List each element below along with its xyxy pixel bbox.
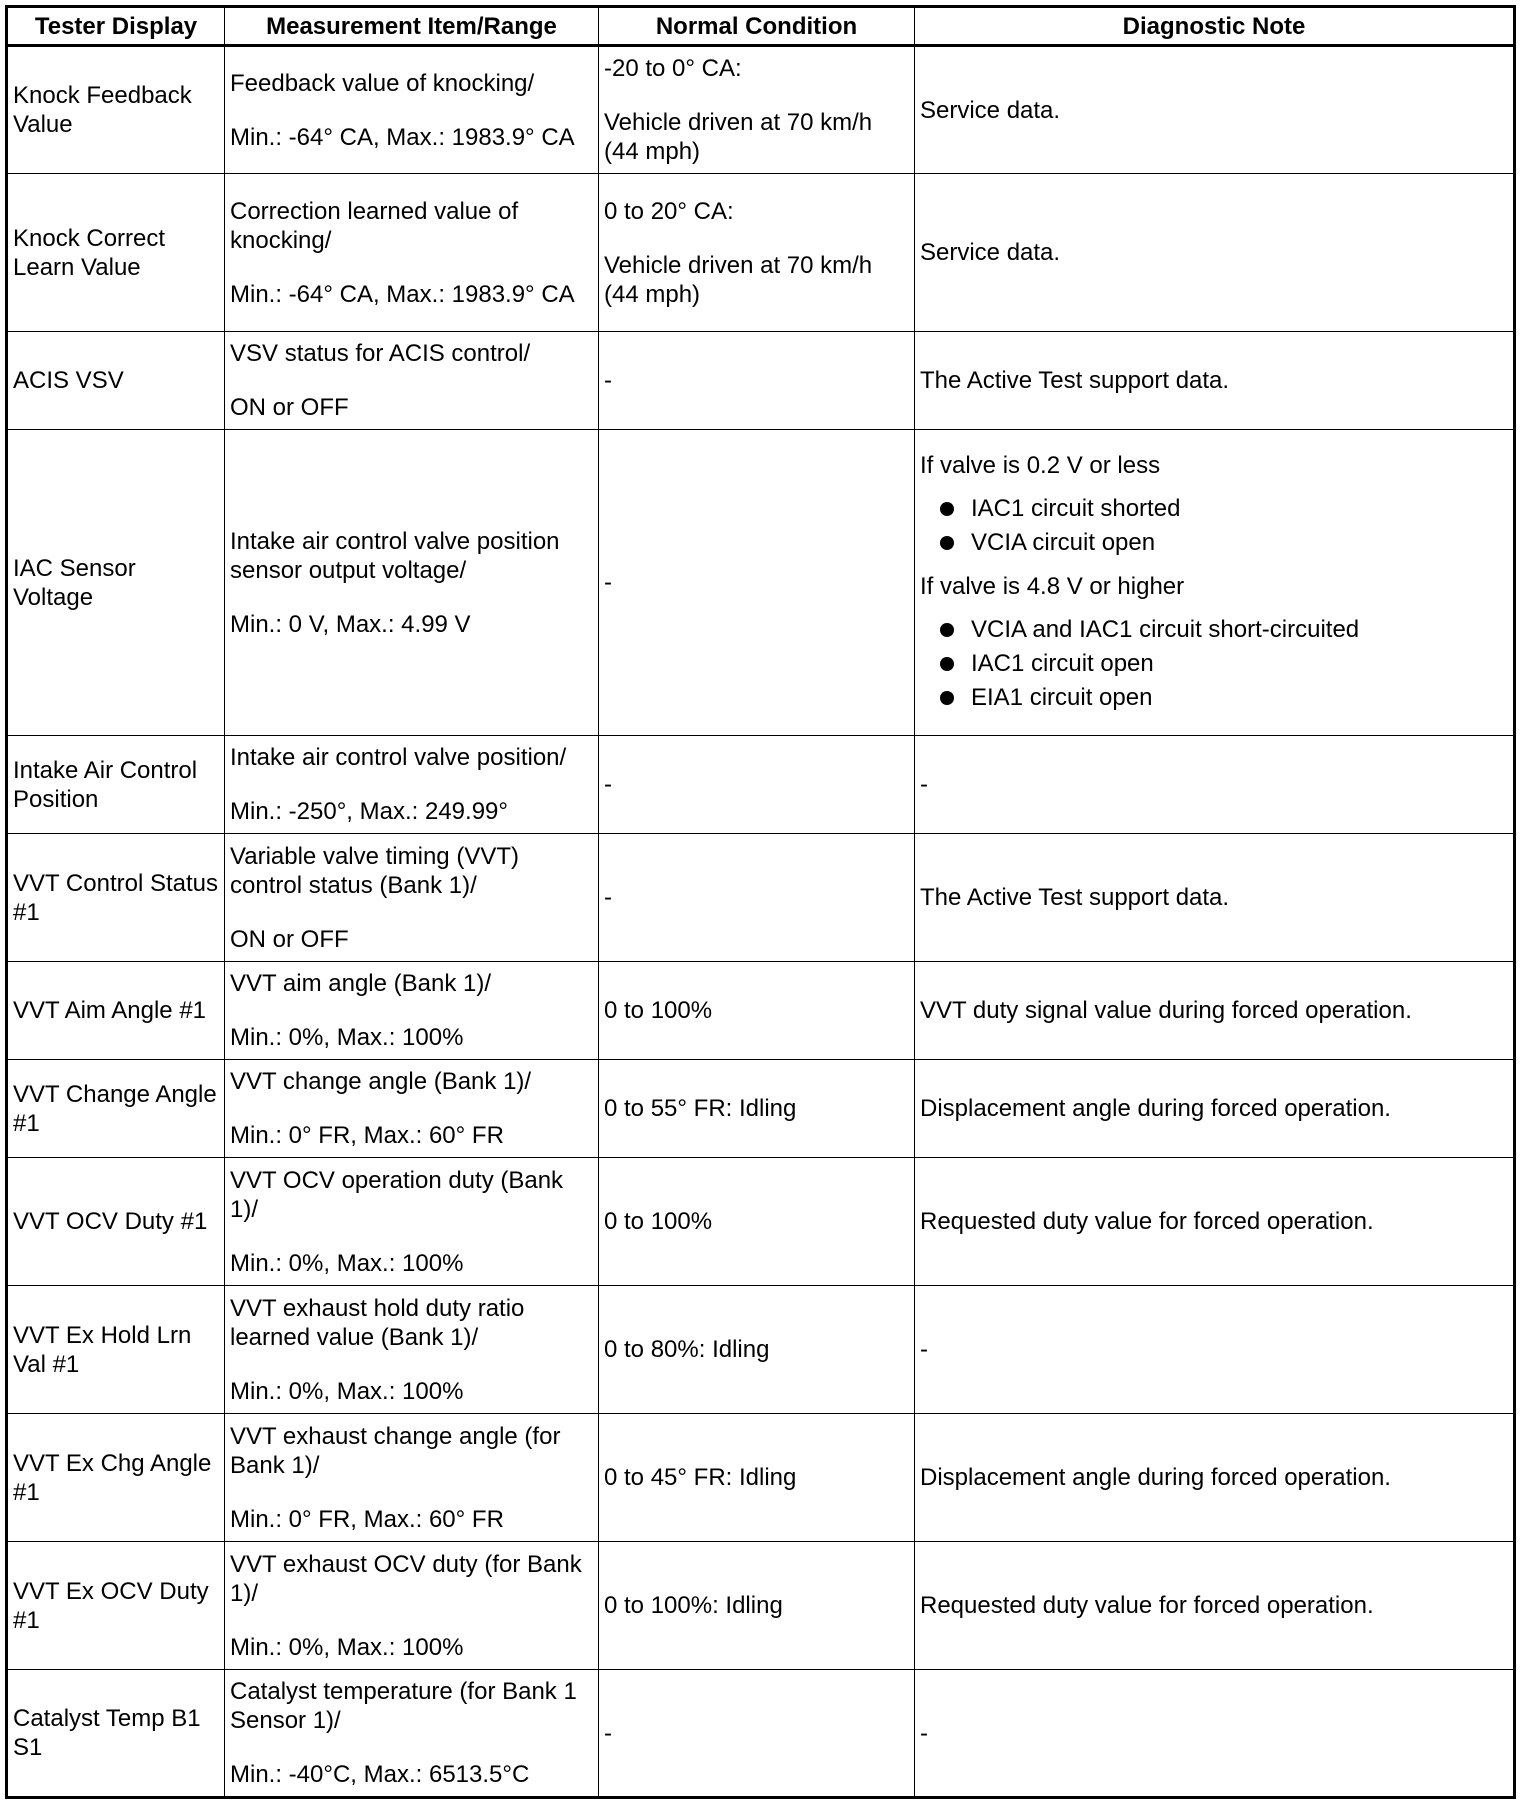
tester-display-cell: Catalyst Temp B1 S1 <box>7 1670 225 1798</box>
measurement-range: Min.: 0° FR, Max.: 60° FR <box>230 1505 504 1533</box>
measurement-cell <box>225 1060 599 1158</box>
measurement-cell <box>225 46 599 174</box>
measurement-desc: VVT OCV operation duty (Bank 1)/ <box>230 1166 564 1223</box>
header-tester-display: Tester Display <box>7 7 225 46</box>
page <box>5 5 1513 1799</box>
normal-condition-cell: - <box>599 430 915 736</box>
list-item: EIA1 circuit open <box>940 681 1508 715</box>
diagnostic-note-cell: The Active Test support data. <box>915 332 1515 430</box>
normal-condition-cell: - <box>599 736 915 834</box>
measurement-cell <box>225 962 599 1060</box>
measurement-cell <box>225 736 599 834</box>
diagnostic-note-cell: VVT duty signal value during forced operation. <box>915 962 1515 1060</box>
normal-condition-cell: 0 to 80%: Idling <box>599 1286 915 1414</box>
table-row <box>7 736 1515 834</box>
measurement-range: Min.: 0%, Max.: 100% <box>230 1024 464 1051</box>
measurement-desc: VVT aim angle (Bank 1)/ <box>230 970 492 997</box>
measurement-cell <box>225 1286 599 1414</box>
measurement-range: Min.: 0%, Max.: 100% <box>230 1249 464 1277</box>
table-row <box>7 962 1515 1060</box>
measurement-cell <box>225 1670 599 1798</box>
diagnostic-note-cell: - <box>915 736 1515 834</box>
normal-condition-cell: - <box>599 834 915 962</box>
measurement-range: Min.: -64° CA, Max.: 1983.9° CA <box>230 280 575 308</box>
measurement-desc: VVT change angle (Bank 1)/ <box>230 1068 532 1095</box>
measurement-cell <box>225 174 599 332</box>
tester-display-cell: VVT Aim Angle #1 <box>7 962 225 1060</box>
measurement-cell <box>225 332 599 430</box>
diagnostic-note-cell: Displacement angle during forced operation. <box>915 1060 1515 1158</box>
measurement-range: Min.: -250°, Max.: 249.99° <box>230 798 508 825</box>
normal-condition-cell: - <box>599 1670 915 1798</box>
tester-display-cell: VVT Ex OCV Duty #1 <box>7 1542 225 1670</box>
measurement-desc: Variable valve timing (VVT) control status (Bank 1)/ <box>230 842 519 899</box>
normal-condition-value: -20 to 0° CA: <box>604 55 742 82</box>
table-row <box>7 332 1515 430</box>
diagnostic-note-cell: - <box>915 1670 1515 1798</box>
table-row <box>7 1542 1515 1670</box>
measurement-desc: Catalyst temperature (for Bank 1 Sensor 1)/ <box>230 1678 577 1734</box>
table-row <box>7 1670 1515 1798</box>
diagnostic-note-cell: Service data. <box>915 174 1515 332</box>
measurement-range: Min.: -40°C, Max.: 6513.5°C <box>230 1761 530 1788</box>
measurement-desc: Intake air control valve position sensor output voltage/ <box>230 527 560 584</box>
measurement-desc: VSV status for ACIS control/ <box>230 340 531 367</box>
normal-condition-detail: Vehicle driven at 70 km/h (44 mph) <box>604 251 873 308</box>
tester-display-cell: VVT Ex Chg Angle #1 <box>7 1414 225 1542</box>
header-diagnostic-note: Diagnostic Note <box>915 7 1515 46</box>
list-item: IAC1 circuit shorted <box>940 492 1508 526</box>
measurement-desc: VVT exhaust change angle (for Bank 1)/ <box>230 1422 561 1479</box>
tester-display-cell: VVT Ex Hold Lrn Val #1 <box>7 1286 225 1414</box>
measurement-range: Min.: 0 V, Max.: 4.99 V <box>230 610 471 638</box>
measurement-range: ON or OFF <box>230 394 349 421</box>
measurement-desc: VVT exhaust OCV duty (for Bank 1)/ <box>230 1550 582 1607</box>
diagnostic-note-cell: - <box>915 1286 1515 1414</box>
tester-display-cell: VVT Control Status #1 <box>7 834 225 962</box>
measurement-range: ON or OFF <box>230 925 349 953</box>
tester-display-cell: IAC Sensor Voltage <box>7 430 225 736</box>
table-row <box>7 174 1515 332</box>
measurement-cell <box>225 1542 599 1670</box>
list-item: VCIA and IAC1 circuit short-circuited <box>940 613 1508 647</box>
normal-condition-cell: 0 to 45° FR: Idling <box>599 1414 915 1542</box>
measurement-cell <box>225 430 599 736</box>
tester-display-cell: Intake Air Control Position <box>7 736 225 834</box>
measurement-desc: VVT exhaust hold duty ratio learned value (Bank 1)/ <box>230 1294 525 1351</box>
normal-condition-cell: 0 to 100%: Idling <box>599 1542 915 1670</box>
normal-condition-cell: 0 to 55° FR: Idling <box>599 1060 915 1158</box>
list-item: IAC1 circuit open <box>940 647 1508 681</box>
tester-display-cell: Knock Correct Learn Value <box>7 174 225 332</box>
normal-condition-detail: Vehicle driven at 70 km/h (44 mph) <box>604 109 873 165</box>
diagnostic-note-cell: Requested duty value for forced operation. <box>915 1542 1515 1670</box>
table-row <box>7 46 1515 174</box>
note-high-list <box>920 613 1508 715</box>
measurement-cell <box>225 834 599 962</box>
diagnostic-note-cell: Service data. <box>915 46 1515 174</box>
measurement-desc: Feedback value of knocking/ <box>230 69 535 97</box>
table-row <box>7 1286 1515 1414</box>
normal-condition-cell: - <box>599 332 915 430</box>
normal-condition-cell <box>599 174 915 332</box>
measurement-cell <box>225 1414 599 1542</box>
measurement-desc: Correction learned value of knocking/ <box>230 197 519 254</box>
diagnostic-note-cell <box>915 430 1515 736</box>
normal-condition-cell: 0 to 100% <box>599 1158 915 1286</box>
table-row <box>7 430 1515 736</box>
tester-display-cell: VVT Change Angle #1 <box>7 1060 225 1158</box>
table-row <box>7 834 1515 962</box>
table-row <box>7 1414 1515 1542</box>
list-item: VCIA circuit open <box>940 526 1508 560</box>
normal-condition-value: 0 to 20° CA: <box>604 197 734 225</box>
note-low-list <box>920 492 1508 560</box>
measurement-range: Min.: 0%, Max.: 100% <box>230 1633 464 1661</box>
tester-display-cell: ACIS VSV <box>7 332 225 430</box>
diagnostic-note-cell: Requested duty value for forced operation. <box>915 1158 1515 1286</box>
diagnostic-note-cell: Displacement angle during forced operation. <box>915 1414 1515 1542</box>
measurement-range: Min.: 0° FR, Max.: 60° FR <box>230 1122 504 1149</box>
table-header-row <box>7 7 1515 46</box>
measurement-cell <box>225 1158 599 1286</box>
data-list-table <box>5 5 1516 1799</box>
measurement-desc: Intake air control valve position/ <box>230 744 567 771</box>
normal-condition-cell: 0 to 100% <box>599 962 915 1060</box>
table-row <box>7 1060 1515 1158</box>
tester-display-cell: Knock Feedback Value <box>7 46 225 174</box>
header-measurement: Measurement Item/Range <box>225 7 599 46</box>
normal-condition-cell <box>599 46 915 174</box>
note-high-condition: If valve is 4.8 V or higher <box>920 572 1185 600</box>
measurement-range: Min.: 0%, Max.: 100% <box>230 1377 464 1405</box>
header-normal-condition: Normal Condition <box>599 7 915 46</box>
measurement-range: Min.: -64° CA, Max.: 1983.9° CA <box>230 123 575 151</box>
table-row <box>7 1158 1515 1286</box>
diagnostic-note-cell: The Active Test support data. <box>915 834 1515 962</box>
note-low-condition: If valve is 0.2 V or less <box>920 451 1161 479</box>
tester-display-cell: VVT OCV Duty #1 <box>7 1158 225 1286</box>
